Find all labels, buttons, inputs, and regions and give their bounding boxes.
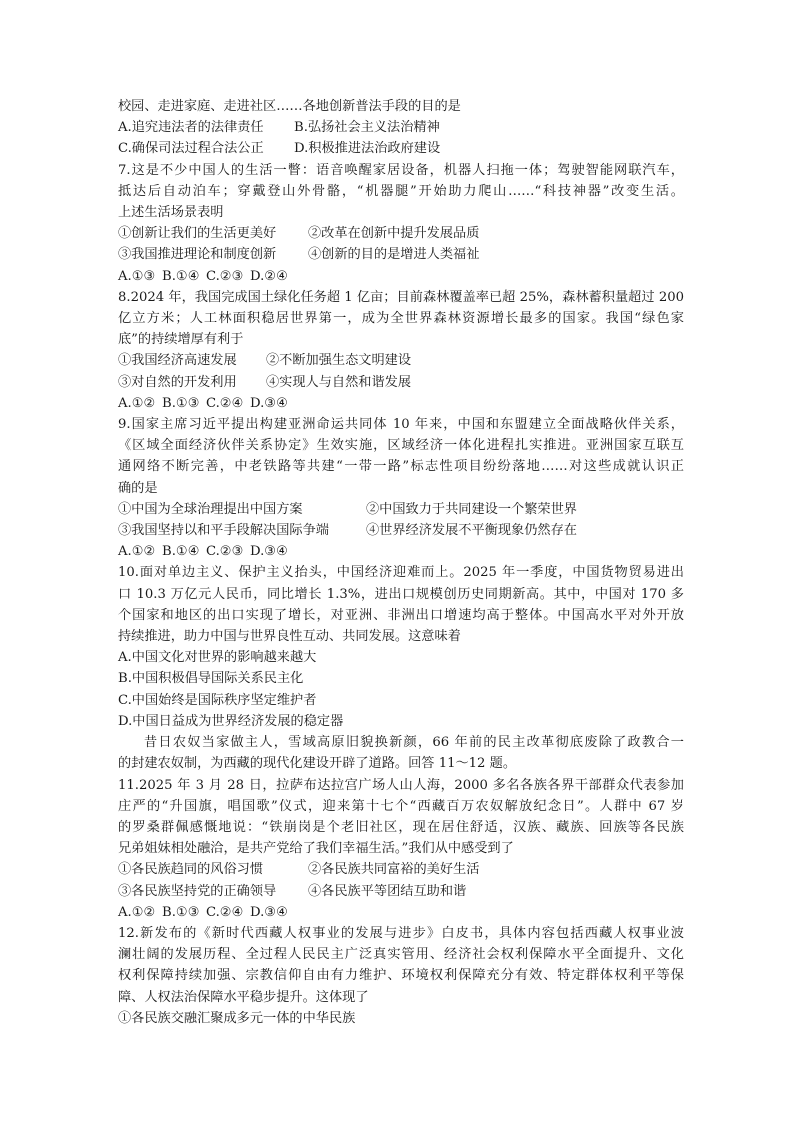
q8-stem-line1: 8.2024 年，我国完成国土绿化任务超 1 亿亩；目前森林覆盖率已超 25%，森林蓄积量超过 200 <box>118 289 684 305</box>
q8-choice-d: D.③④ <box>250 395 288 411</box>
q7-statement-4: ④创新的目的是增进人类福祉 <box>308 247 480 263</box>
q10-stem-line3: 个国家和地区的出口实现了增长，对亚洲、非洲出口增速均高于整体。中国高水平对外开放 <box>118 607 684 623</box>
q7-choice-a: A.①③ <box>118 268 156 284</box>
q11-statements-row1 <box>118 859 684 880</box>
q8-statements-row1 <box>118 350 684 371</box>
q7-statement-1: ①创新让我们的生活更美好 <box>118 226 277 242</box>
q9-statements-row2 <box>118 520 684 541</box>
q8-statement-2: ②不断加强生态文明建设 <box>266 353 412 369</box>
q10-stem-line1: 10.面对单边主义、保护主义抬头，中国经济迎难而上。2025 年一季度，中国货物贸易进出 <box>118 565 684 581</box>
q8-choice-b: B.①③ <box>162 395 200 411</box>
q9-statement-1: ①中国为全球治理提出中国方案 <box>118 501 303 517</box>
q9-statement-4: ④世界经济发展不平衡现象仍然存在 <box>366 523 577 539</box>
q6-option-c: C.确保司法过程合法公正 <box>118 141 264 157</box>
q12-statement-1: ①各民族交融汇聚成多元一体的中华民族 <box>118 1010 356 1026</box>
q9-statement-3: ③我国坚持以和平手段解决国际争端 <box>118 523 329 539</box>
exam-page <box>118 96 684 1029</box>
q6-options-row2 <box>118 138 684 159</box>
q9-stem-line3: 通网络不断完善，中老铁路等共建“一带一路”标志性项目纷纷落地……对这些成就认识正 <box>118 459 684 475</box>
q8-statement-1: ①我国经济高速发展 <box>118 353 237 369</box>
q11-statements-row2 <box>118 881 684 902</box>
q11-choice-a: A.①② <box>118 904 156 920</box>
q9-choices <box>118 541 684 562</box>
q7-stem-line2: 抵达后自动泊车；穿戴登山外骨骼，“机器腿”开始助力爬山……“科技神器”改变生活。 <box>118 183 684 199</box>
q11-statement-2: ②各民族共同富裕的美好生活 <box>308 862 480 878</box>
q8-choice-c: C.②④ <box>206 395 244 411</box>
q8-stem-line3: 底”的持续增厚有利于 <box>118 332 244 348</box>
q8-choices <box>118 393 684 414</box>
q10-option-c: C.中国始终是国际秩序坚定维护者 <box>118 692 317 708</box>
intro-line1: 昔日农奴当家做主人，雪域高原旧貌换新颜，66 年前的民主改革彻底废除了政教合一 <box>144 735 684 751</box>
q9-statement-2: ②中国致力于共同建设一个繁荣世界 <box>366 501 577 517</box>
q7-choice-c: C.②③ <box>206 268 244 284</box>
q9-choice-a: A.①② <box>118 544 156 560</box>
q8-choice-a: A.①② <box>118 395 156 411</box>
q6-options-row1 <box>118 117 684 138</box>
q10-stem-line2: 口 10.3 万亿元人民币，同比增长 1.3%，进出口规模创历史同期新高。其中，中国对 170 多 <box>118 586 684 602</box>
q11-statement-3: ③各民族坚持党的正确领导 <box>118 883 277 899</box>
q9-choice-c: C.②③ <box>206 544 244 560</box>
q11-statement-1: ①各民族趋同的风俗习惯 <box>118 862 264 878</box>
q9-stem-line1: 9.国家主席习近平提出构建亚洲命运共同体 10 年来，中国和东盟建立全面战略伙伴关系， <box>118 417 684 433</box>
q7-statement-2: ②改革在创新中提升发展品质 <box>308 226 480 242</box>
q7-choice-b: B.①④ <box>162 268 200 284</box>
q7-statements-row2 <box>118 244 684 265</box>
q9-stem-line4: 确的是 <box>118 480 158 496</box>
q7-statements-row1 <box>118 223 684 244</box>
q8-statement-4: ④实现人与自然和谐发展 <box>266 374 412 390</box>
q9-stem-line2: 《区域全面经济伙伴关系协定》生效实施，区域经济一体化进程扎实推进。亚洲国家互联互 <box>118 438 684 454</box>
q7-choices <box>118 266 684 287</box>
q6-stem: 校园、走进家庭、走进社区……各地创新普法手段的目的是 <box>118 99 461 114</box>
q12-stem-line3: 权利保障持续加强、宗教信仰自由有力维护、环境权利保障充分有效、特定群体权利平等保 <box>118 968 684 984</box>
q10-option-a: A.中国文化对世界的影响越来越大 <box>118 650 317 666</box>
q7-stem-line1: 7.这是不少中国人的生活一瞥：语音唤醒家居设备，机器人扫拖一体；驾驶智能网联汽车， <box>118 162 684 178</box>
q11-choice-d: D.③④ <box>250 904 288 920</box>
q9-choice-d: D.③④ <box>250 544 288 560</box>
q6-option-b: B.弘扬社会主义法治精神 <box>294 120 440 136</box>
q7-stem-line3: 上述生活场景表明 <box>118 205 224 221</box>
q6-option-a: A.追究违法者的法律责任 <box>118 120 264 136</box>
q9-statements-row1 <box>118 499 684 520</box>
q12-stem-line4: 障、人权法治保障水平稳步提升。这体现了 <box>118 989 369 1005</box>
q11-stem-line1: 11.2025 年 3 月 28 日，拉萨布达拉宫广场人山人海，2000 多名各族各界干部群众代表参加 <box>118 777 684 793</box>
intro-line2: 的封建农奴制，为西藏的现代化建设开辟了道路。回答 11～12 题。 <box>118 756 517 772</box>
q12-stem-line1: 12.新发布的《新时代西藏人权事业的发展与进步》白皮书，具体内容包括西藏人权事业波 <box>118 925 684 941</box>
q11-statement-4: ④各民族平等团结互助和谐 <box>308 883 467 899</box>
q11-stem-line4: 兄弟姐妹相处融洽，是共产党给了我们幸福生活。”我们从中感受到了 <box>118 841 514 857</box>
q11-choice-c: C.②④ <box>206 904 244 920</box>
q7-choice-d: D.②④ <box>250 268 288 284</box>
q8-statement-3: ③对自然的开发利用 <box>118 374 237 390</box>
q10-option-b: B.中国积极倡导国际关系民主化 <box>118 671 304 687</box>
q10-stem-line4: 持续推进，助力中国与世界良性互动、共同发展。这意味着 <box>118 629 461 645</box>
q11-stem-line2: 庄严的“升国旗，唱国歌”仪式，迎来第十七个“西藏百万农奴解放纪念日”。人群中 67 岁 <box>118 798 684 814</box>
q9-choice-b: B.①④ <box>162 544 200 560</box>
q7-statement-3: ③我国推进理论和制度创新 <box>118 247 277 263</box>
q11-choices <box>118 902 684 923</box>
q10-option-d: D.中国日益成为世界经济发展的稳定器 <box>118 713 344 729</box>
q6-option-d: D.积极推进法治政府建设 <box>294 141 441 157</box>
q11-choice-b: B.①③ <box>162 904 200 920</box>
q11-stem-line3: 的罗桑群佩感慨地说：“铁崩岗是个老旧社区，现在居住舒适，汉族、藏族、回族等各民族 <box>118 819 684 835</box>
q8-statements-row2 <box>118 372 684 393</box>
q8-stem-line2: 亿立方米；人工林面积稳居世界第一，成为全世界森林资源增长最多的国家。我国“绿色家 <box>118 311 684 327</box>
q12-stem-line2: 澜壮阔的发展历程、全过程人民民主广泛真实管用、经济社会权利保障水平全面提升、文化 <box>118 947 684 963</box>
